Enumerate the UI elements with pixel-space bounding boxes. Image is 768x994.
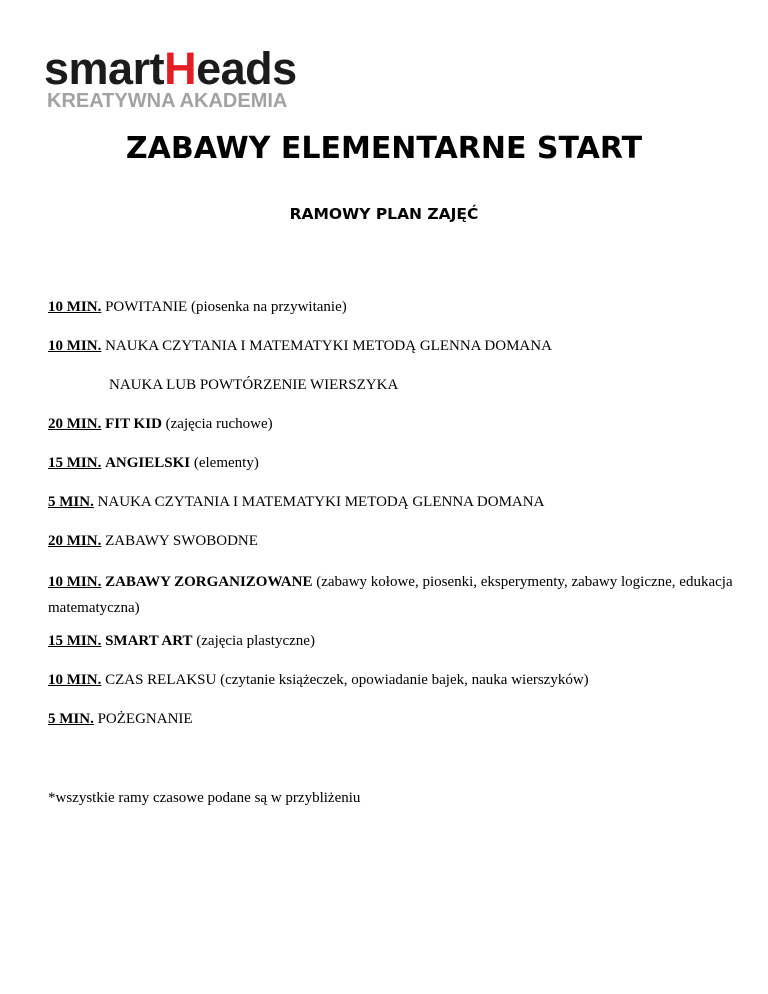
item-name: ANGIELSKI [105, 455, 191, 471]
logo-part-smart: smart [44, 43, 165, 94]
item-duration: 10 MIN. [48, 672, 102, 688]
item-duration: 10 MIN. [48, 299, 102, 315]
schedule-item [48, 491, 738, 513]
schedule-item [48, 452, 738, 474]
item-name: SMART ART [105, 633, 193, 649]
logo [44, 44, 297, 111]
item-name: CZAS RELAKSU [105, 672, 217, 688]
item-duration: 5 MIN. [48, 711, 94, 727]
item-name: POWITANIE [105, 299, 188, 315]
item-name: NAUKA LUB POWTÓRZENIE WIERSZYKA [109, 377, 399, 393]
item-name: NAUKA CZYTANIA I MATEMATYKI METODĄ GLENNA DOMANA [105, 338, 552, 354]
item-detail: (piosenka na przywitanie) [187, 299, 347, 315]
item-detail: (zajęcia plastyczne) [192, 633, 315, 649]
item-detail: (czytanie książeczek, opowiadanie bajek, nauka wierszyków) [216, 672, 589, 688]
page-title: ZABAWY ELEMENTARNE START [125, 131, 643, 166]
schedule-item [48, 335, 738, 357]
item-duration: 20 MIN. [48, 416, 102, 432]
item-name: ZABAWY ZORGANIZOWANE [105, 574, 313, 590]
footnote: *wszystkie ramy czasowe podane są w przybliżeniu [48, 790, 361, 806]
logo-part-h: H [164, 43, 197, 94]
schedule-item [48, 569, 738, 621]
schedule-item [48, 413, 738, 435]
item-duration: 10 MIN. [48, 574, 102, 590]
item-detail: (zabawy kołowe, piosenki, eksperymenty, zabawy logiczne, edukacja matematyczna) [48, 574, 733, 616]
item-detail: (zajęcia ruchowe) [161, 416, 273, 432]
schedule-item [48, 630, 738, 652]
page-subtitle: RAMOWY PLAN ZAJĘĆ [289, 205, 479, 223]
logo-tagline: KREATYWNA AKADEMIA [47, 90, 288, 112]
schedule-item [48, 669, 738, 691]
item-duration: 5 MIN. [48, 494, 94, 510]
item-name: ZABAWY SWOBODNE [105, 533, 258, 549]
item-name: NAUKA CZYTANIA I MATEMATYKI METODĄ GLENNA DOMANA [97, 494, 545, 510]
schedule-item [48, 296, 738, 318]
logo-wordmark [44, 44, 297, 94]
schedule-item-continuation [48, 374, 738, 396]
item-duration: 10 MIN. [48, 338, 102, 354]
item-name: POŻEGNANIE [97, 711, 193, 727]
item-detail: (elementy) [190, 455, 259, 471]
schedule-item [48, 708, 738, 730]
item-name: FIT KID [105, 416, 162, 432]
item-duration: 15 MIN. [48, 633, 102, 649]
schedule-list [48, 296, 738, 747]
logo-part-eads: eads [196, 43, 297, 94]
item-duration: 15 MIN. [48, 455, 102, 471]
item-duration: 20 MIN. [48, 533, 102, 549]
schedule-item [48, 530, 738, 552]
